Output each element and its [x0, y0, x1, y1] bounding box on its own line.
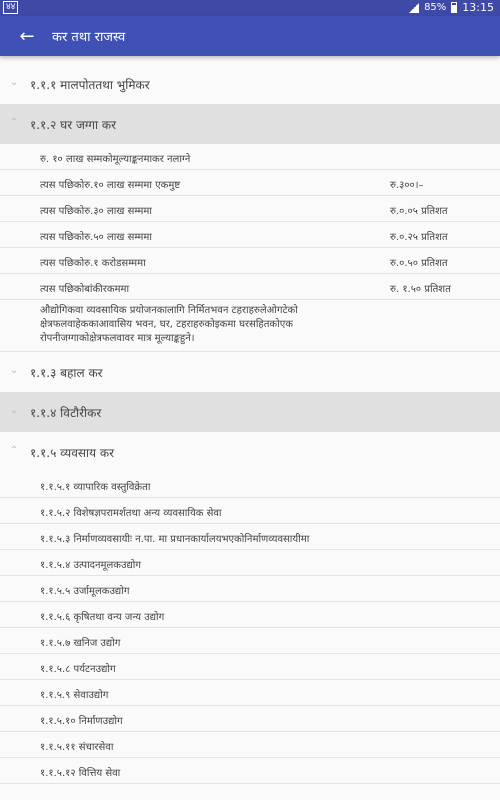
list-item-label: १.१.५.१२ वित्तिय सेवा	[40, 768, 121, 779]
list-item[interactable]	[0, 628, 500, 654]
section-label: १.१.२ घर जग्गा कर	[30, 117, 117, 132]
section-label: १.१.५ व्यवसाय कर	[30, 445, 115, 460]
list-item[interactable]	[0, 576, 500, 602]
row-text: त्यस पछिकोरु.१० लाख सम्ममा एकमुष्ट	[40, 180, 181, 191]
chevron-up-icon: ⌃	[9, 445, 19, 456]
notification-badge: ४४	[3, 1, 18, 14]
row-rate: रु. १.५० प्रतिशत	[390, 284, 451, 295]
table-row	[0, 196, 500, 222]
list-item[interactable]	[0, 472, 500, 498]
list-item-label: १.१.५.२ विशेषज्ञपरामर्शतथा अन्य व्यवसायिक सेवा	[40, 508, 222, 519]
list-item-label: १.१.५.१० निर्माणउद्योग	[40, 716, 123, 727]
list-item-label: १.१.५.११ संचारसेवा	[40, 742, 114, 753]
row-text: त्यस पछिकोरु.३० लाख सम्ममा	[40, 206, 152, 217]
row-rate: रु.०.२५ प्रतिशत	[390, 232, 448, 243]
content-list	[0, 64, 500, 784]
row-text: त्यस पछिकोबांकीरकममा	[40, 284, 130, 295]
section-label: १.१.१ मालपोततथा भुमिकर	[30, 77, 150, 92]
page-title: कर तथा राजस्व	[52, 30, 126, 45]
table-row	[0, 144, 500, 170]
list-item[interactable]	[0, 602, 500, 628]
row-rate: रु.०.५० प्रतिशत	[390, 258, 448, 269]
list-item-label: १.१.५.४ उत्पादनमूलकउद्योग	[40, 560, 141, 571]
list-item[interactable]	[0, 498, 500, 524]
battery-level: 85%	[424, 2, 447, 13]
list-item[interactable]	[0, 758, 500, 784]
table-row	[0, 274, 500, 300]
list-item-label: १.१.५.७ खनिज उद्योग	[40, 638, 121, 649]
section-label: १.१.४ विटौरीकर	[30, 405, 102, 420]
chevron-down-icon: ⌄	[9, 365, 19, 376]
table-row	[0, 222, 500, 248]
note-text: औद्योगिकवा व्यवसायिक प्रयोजनकालागि निर्मितभवन टहराहरुलेओगटेको क्षेत्रफलवाहेककाआवासिय भवन, घर, टहराहरुकोइकमा घरसहितकोएक रोपनीजग्गाकोक्षेत्रफलवावर मात्र मूल्याङ्कहुने।	[40, 305, 298, 344]
section-label: १.१.३ बहाल कर	[30, 365, 103, 380]
note-row	[0, 300, 500, 352]
section-1-1-1[interactable]	[0, 64, 500, 104]
list-item[interactable]	[0, 550, 500, 576]
section-1-1-5[interactable]	[0, 432, 500, 472]
chevron-down-icon: ⌄	[9, 77, 19, 88]
section-1-1-3[interactable]	[0, 352, 500, 392]
list-item[interactable]	[0, 524, 500, 550]
list-item-label: १.१.५.८ पर्यटनउद्योग	[40, 664, 116, 675]
list-item[interactable]	[0, 732, 500, 758]
status-icons	[409, 1, 494, 14]
list-item[interactable]	[0, 654, 500, 680]
table-row	[0, 170, 500, 196]
row-rate: रु.०.०५ प्रतिशत	[390, 206, 448, 217]
list-item[interactable]	[0, 706, 500, 732]
section-1-1-2[interactable]	[0, 104, 500, 144]
row-rate: रु.३००।–	[390, 180, 424, 191]
list-item-label: १.१.५.३ निर्माणव्यवसायीः न.पा. मा प्रधानकार्यालयभएकोनिर्माणव्यवसायीमा	[40, 534, 310, 545]
section-1-1-4[interactable]	[0, 392, 500, 432]
list-item[interactable]	[0, 680, 500, 706]
row-text: त्यस पछिकोरु.१ करोडसम्ममा	[40, 258, 146, 269]
row-text: त्यस पछिकोरु.५० लाख सम्ममा	[40, 232, 152, 243]
clock: 13:15	[462, 1, 494, 14]
list-item-label: १.१.५.५ उर्जामूलकउद्योग	[40, 586, 130, 597]
battery-icon	[451, 2, 457, 13]
list-item-label: १.१.५.६ कृषितथा वन्य जन्य उद्योग	[40, 612, 165, 623]
status-bar	[0, 0, 500, 16]
signal-icon	[409, 3, 419, 13]
list-item-label: १.१.५.९ सेवाउद्योग	[40, 690, 109, 701]
chevron-up-icon: ⌃	[9, 117, 19, 128]
list-item-label: १.१.५.१ व्यापारिक वस्तुविक्रेता	[40, 482, 151, 493]
app-bar	[0, 16, 500, 56]
arrow-back-icon[interactable]: ←	[19, 25, 35, 47]
row-text: रु. १० लाख सम्मकोमूल्याङ्कनमाकर नलाग्ने	[40, 154, 191, 165]
chevron-down-icon: ⌄	[9, 405, 19, 416]
table-row	[0, 248, 500, 274]
